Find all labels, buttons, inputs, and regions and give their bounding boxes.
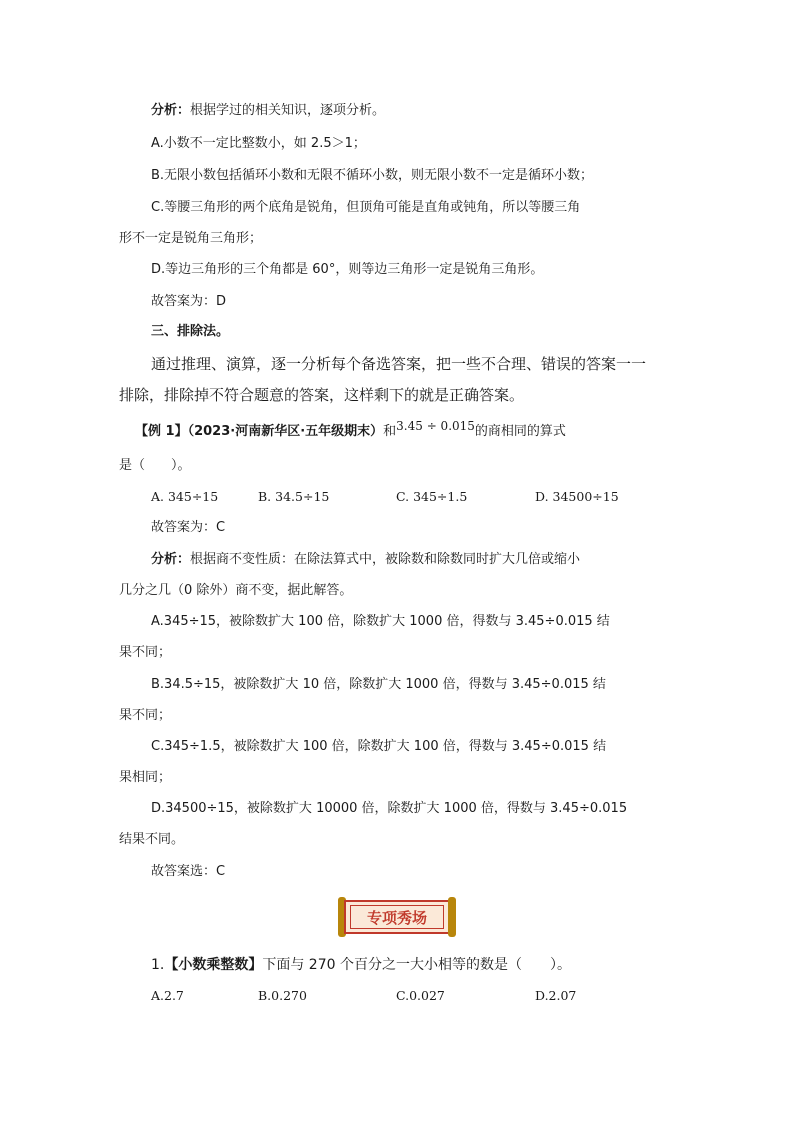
analysis-1-option-b: B.无限小数包括循环小数和无限不循环小数，则无限小数不一定是循环小数； <box>151 168 594 183</box>
scroll-rod-right <box>448 897 456 937</box>
analysis-1-answer: 故答案为：D <box>151 294 227 309</box>
method-3-body-line1: 通过推理、演算，逐一分析每个备选答案，把一些不合理、错误的答案一一 <box>151 355 647 373</box>
analysis-2-option-a-line2: 果不同； <box>119 645 172 660</box>
example-option-c: C. 345÷1.5 <box>396 489 468 504</box>
example-option-a: A. 345÷15 <box>151 489 219 504</box>
analysis-1-intro: 分析：根据学过的相关知识，逐项分析。 <box>151 103 386 118</box>
section-banner <box>338 897 456 937</box>
analysis-2-option-b-line1: B.34.5÷15，被除数扩大 10 倍，除数扩大 1000 倍，得数与 3.45÷0.015 结 <box>151 677 606 692</box>
example-1-answer: 故答案为：C <box>151 520 226 535</box>
question-text: 下面与 270 个百分之一大小相等的数是（ ）。 <box>262 957 571 973</box>
example-source: （2023·河南新华区·五年级期末） <box>187 424 384 439</box>
analysis-2-option-c-line1: C.345÷1.5，被除数扩大 100 倍，除数扩大 100 倍，得数与 3.45÷0.015 结 <box>151 739 607 754</box>
analysis-1-option-a: A.小数不一定比整数小，如 2.5＞1； <box>151 136 366 151</box>
example-option-b: B. 34.5÷15 <box>258 489 330 504</box>
analysis-2-option-c-line2: 果相同； <box>119 770 172 785</box>
method-3-body-line2: 排除，排除掉不符合题意的答案，这样剩下的就是正确答案。 <box>119 386 525 404</box>
example-option-d: D. 34500÷15 <box>535 489 619 504</box>
example-1-question-line2: 是（ ）。 <box>119 458 191 473</box>
example-expression: 3.45 ÷ 0.015 <box>396 419 475 433</box>
analysis-2-option-b-line2: 果不同； <box>119 708 172 723</box>
method-3-heading: 三、排除法。 <box>151 324 230 339</box>
analysis-label: 分析： <box>151 103 191 118</box>
question-tag: 【小数乘整数】 <box>164 957 263 973</box>
analysis-2-answer: 故答案选：C <box>151 864 226 879</box>
question-number: 1. <box>151 957 165 973</box>
banner-title: 专项秀场 <box>350 905 444 929</box>
analysis-2-option-a-line1: A.345÷15，被除数扩大 100 倍，除数扩大 1000 倍，得数与 3.45÷0.015 结 <box>151 614 610 629</box>
scroll-cloth <box>344 900 450 934</box>
question-option-b: B.0.270 <box>258 988 307 1003</box>
question-option-c: C.0.027 <box>396 988 445 1003</box>
analysis-2-intro-line2: 几分之几（0 除外）商不变，据此解答。 <box>119 583 353 598</box>
analysis-1-option-c-line2: 形不一定是锐角三角形； <box>119 231 263 246</box>
analysis-2-option-d-line2: 结果不同。 <box>119 832 185 847</box>
example-label: 【例 1】 <box>135 424 188 439</box>
analysis-2-option-d-line1: D.34500÷15，被除数扩大 10000 倍，除数扩大 1000 倍，得数与 3.45÷0.015 <box>151 801 628 816</box>
analysis-label: 分析： <box>151 552 191 567</box>
example-1-question: 【例 1】（2023·河南新华区·五年级期末）和3.45 ÷ 0.015的商相同的算式 <box>135 419 566 439</box>
analysis-1-option-c-line1: C.等腰三角形的两个底角是锐角，但顶角可能是直角或钝角，所以等腰三角 <box>151 200 581 215</box>
question-option-d: D.2.07 <box>535 988 577 1003</box>
question-option-a: A.2.7 <box>151 988 184 1003</box>
question-1 <box>151 955 571 975</box>
analysis-1-option-d: D.等边三角形的三个角都是 60°，则等边三角形一定是锐角三角形。 <box>151 262 544 277</box>
analysis-2-intro-line1: 分析：根据商不变性质：在除法算式中，被除数和除数同时扩大几倍或缩小 <box>151 552 581 567</box>
